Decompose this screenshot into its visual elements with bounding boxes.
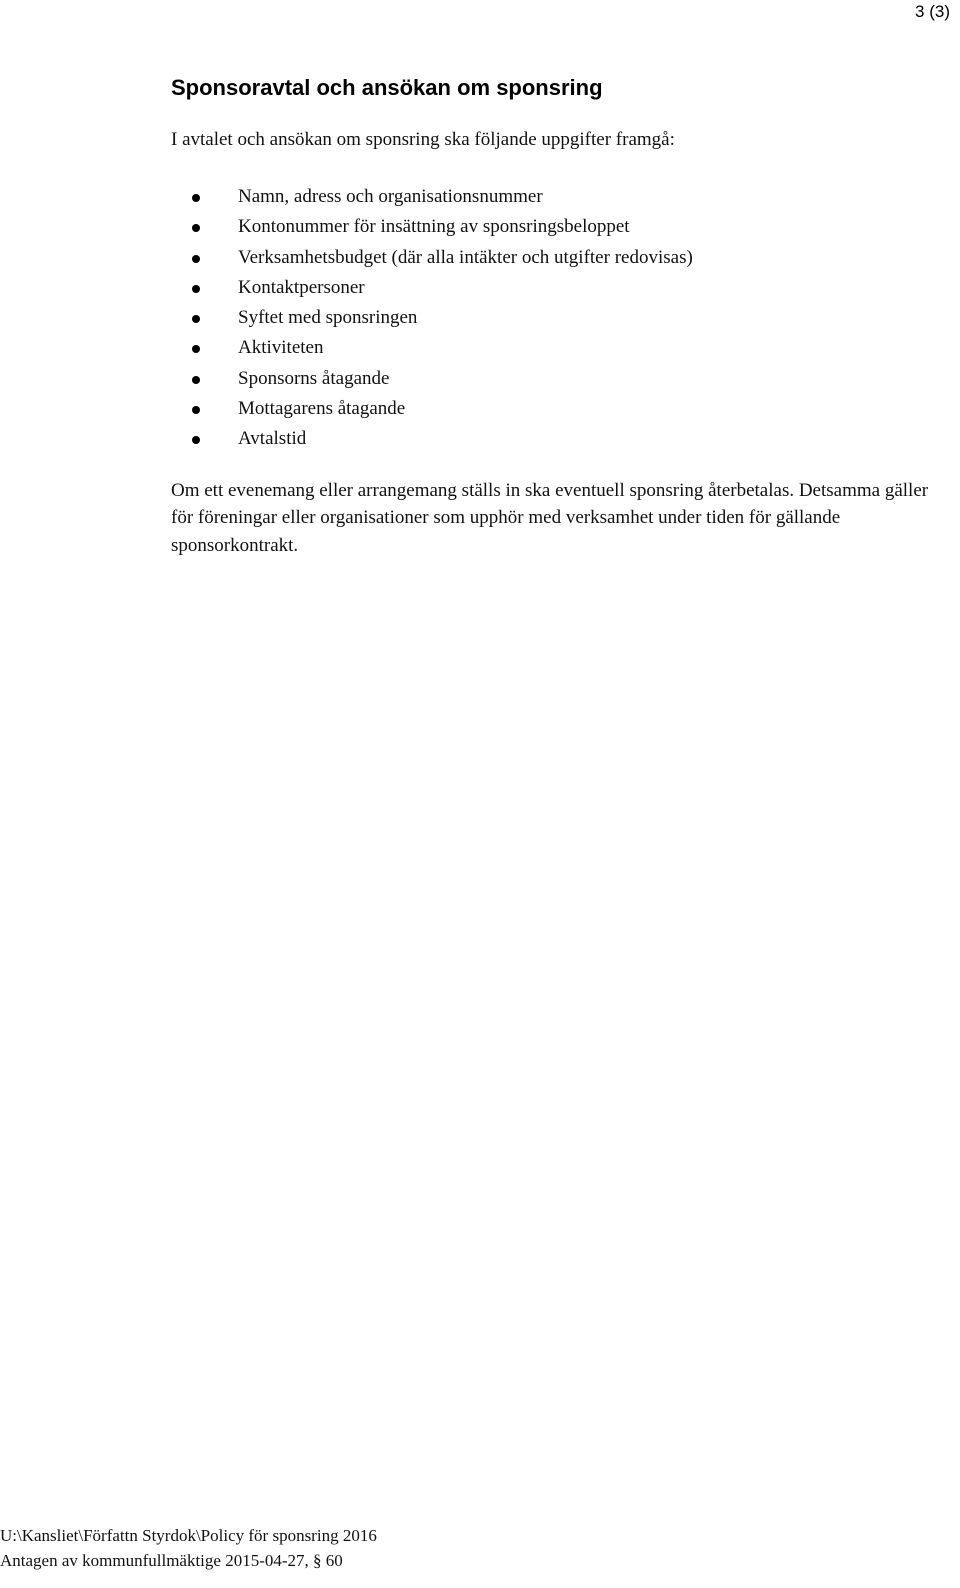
list-item-text: Aktiviteten [238,337,324,359]
list-item-text: Syftet med sponsringen [238,307,418,329]
list-item-text: Kontonummer för insättning av sponsringsbeloppet [238,216,630,238]
list-item [171,333,941,363]
bullet-icon [192,376,200,384]
list-item [171,303,941,333]
list-item [171,243,941,273]
intro-text: I avtalet och ansökan om sponsring ska följande uppgifter framgå: [171,129,675,150]
bullet-icon [192,345,200,353]
list-item [171,394,941,424]
footer-file-path: U:\Kansliet\Författn Styrdok\Policy för sponsring 2016 [0,1526,377,1545]
list-item-text: Namn, adress och organisationsnummer [238,186,543,207]
list-item-text: Mottagarens åtagande [238,398,406,420]
list-item-text: Avtalstid [238,428,307,450]
list-item-text: Verksamhetsbudget (där alla intäkter och utgifter redovisas) [238,246,693,268]
footer-adoption-note: Antagen av kommunfullmäktige 2015-04-27, § 60 [0,1551,343,1570]
page-footer [0,1523,377,1573]
bullet-icon [192,255,200,263]
bullet-icon [192,436,200,444]
bullet-icon [192,315,200,323]
list-item [171,182,941,212]
list-item-text: Kontaktpersoner [238,276,365,298]
bullet-icon [192,224,200,232]
body-paragraph: Om ett evenemang eller arrangemang ställs in ska eventuell sponsring återbetalas. Detsamma gäller för föreningar eller organisationer som upphör med verksamhet under tiden för gällande sponsorkontrakt. [171,479,929,556]
page-title: Sponsoravtal och ansökan om sponsring [171,75,603,100]
list-item-text: Sponsorns åtagande [238,367,390,389]
list-item [171,424,941,454]
page-number: 3 (3) [915,2,950,21]
document-body [171,75,941,559]
list-item [171,212,941,242]
list-item [171,364,941,394]
bullet-icon [192,194,200,202]
bullet-icon [192,285,200,293]
list-item [171,273,941,303]
requirements-list [171,182,941,455]
bullet-icon [192,406,200,414]
